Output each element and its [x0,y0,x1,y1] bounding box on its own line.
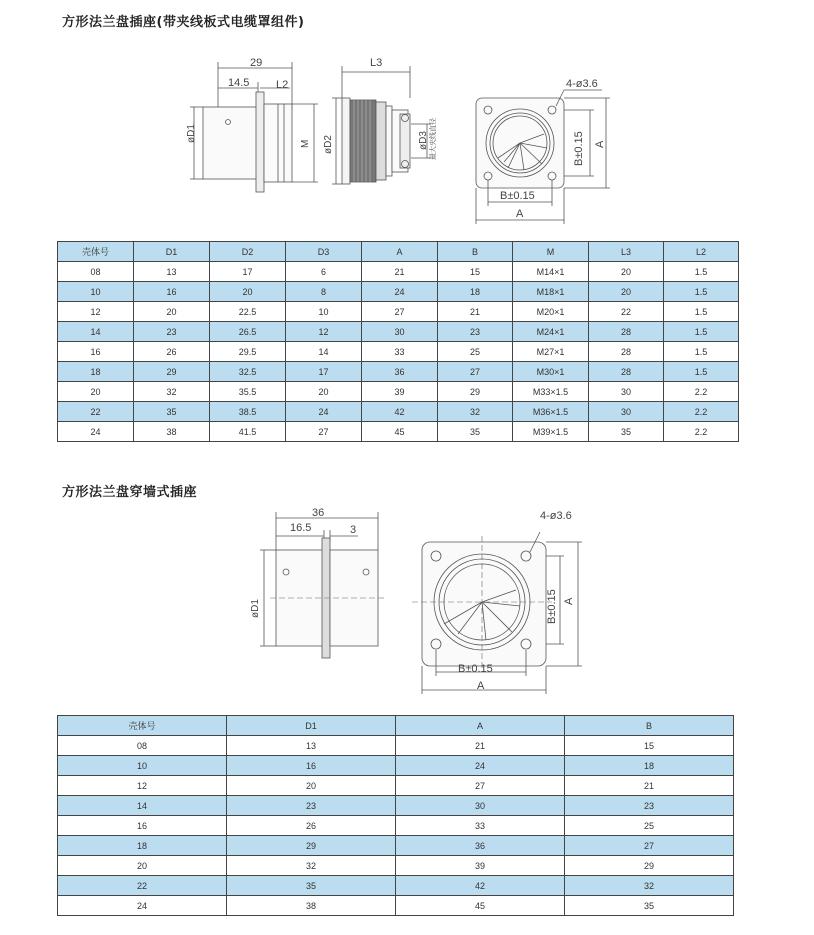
table-cell: 1.5 [664,262,739,282]
column-header: D2 [210,242,286,262]
table-cell: 28 [589,362,664,382]
table-cell: 15 [565,736,734,756]
table-cell: M24×1 [513,322,589,342]
table-cell: 14 [286,342,362,362]
table-cell: 21 [438,302,513,322]
table-header-row [58,716,734,736]
front-view-drawing-1 [468,78,618,228]
dim-36: 36 [312,507,325,519]
table-row [58,422,739,442]
table-row [58,836,734,856]
table-cell: 23 [438,322,513,342]
dim-a-side-2: A [563,597,575,605]
table-row [58,302,739,322]
table-cell: 2.2 [664,422,739,442]
table-cell: M30×1 [513,362,589,382]
column-header: M [513,242,589,262]
table-cell: 20 [58,382,134,402]
table-row [58,896,734,916]
dim-holes-1: 4-ø3.6 [566,78,598,90]
dim-l3: L3 [370,57,383,69]
table-cell: 30 [589,382,664,402]
table-row [58,322,739,342]
table-cell: 21 [362,262,438,282]
table-cell: 42 [362,402,438,422]
table-cell: 16 [58,816,227,836]
dim-holes-2: 4-ø3.6 [540,510,572,522]
table-cell: 32 [227,856,396,876]
section1-title: 方形法兰盘插座(带夹线板式电缆罩组件) [62,15,305,30]
dim-3: 3 [350,524,357,536]
column-header: L3 [589,242,664,262]
dim-b-1: B±0.15 [500,190,535,202]
column-header: D1 [134,242,210,262]
table-cell: M20×1 [513,302,589,322]
table-cell: M36×1.5 [513,402,589,422]
table-cell: 20 [134,302,210,322]
table-cell: M27×1 [513,342,589,362]
table-cell: 24 [362,282,438,302]
dim-d3: øD3 [418,131,429,150]
table-cell: 6 [286,262,362,282]
table-cell: 8 [286,282,362,302]
table-cell: 21 [396,736,565,756]
dim-b-2: B±0.15 [458,663,493,675]
table-cell: 45 [362,422,438,442]
table-cell: 42 [396,876,565,896]
table-cell: 18 [565,756,734,776]
table-cell: 38 [134,422,210,442]
table-cell: 27 [438,362,513,382]
table-cell: 35 [227,876,396,896]
dim-14-5: 14.5 [228,77,250,89]
table-cell: 10 [58,756,227,776]
column-header: D1 [227,716,396,736]
dim-d1-2: øD1 [250,599,261,618]
table-cell: 14 [58,796,227,816]
table-cell: 29.5 [210,342,286,362]
dim-d1: øD1 [186,124,197,143]
table-cell: 1.5 [664,342,739,362]
table-cell: 27 [565,836,734,856]
table-cell: 23 [227,796,396,816]
table-row [58,262,739,282]
table-cell: 39 [396,856,565,876]
table-cell: 20 [589,282,664,302]
dim-b-side-2: B±0.15 [546,589,558,624]
spec-table-2 [57,715,734,916]
table-cell: 24 [58,896,227,916]
table-cell: 20 [589,262,664,282]
table-cell: 20 [210,282,286,302]
table-cell: 27 [286,422,362,442]
table-cell: 35.5 [210,382,286,402]
table-cell: 16 [134,282,210,302]
table-cell: 13 [227,736,396,756]
dim-29: 29 [250,57,263,69]
table-row [58,402,739,422]
table-cell: 22 [58,876,227,896]
table-cell: 30 [362,322,438,342]
table-row [58,816,734,836]
table-cell: 12 [58,302,134,322]
table-cell: 25 [438,342,513,362]
table-cell: 18 [438,282,513,302]
column-header: 壳体号 [58,242,134,262]
table-cell: 33 [396,816,565,836]
clamp-note: 最大夹线直径 [429,118,437,160]
column-header: L2 [664,242,739,262]
table-cell: 16 [58,342,134,362]
spec-table-2-body [58,736,734,916]
column-header: D3 [286,242,362,262]
table-cell: 17 [286,362,362,382]
table-row [58,776,734,796]
table-cell: 33 [362,342,438,362]
table-row [58,382,739,402]
table-cell: 20 [227,776,396,796]
table-cell: 27 [362,302,438,322]
clamp-view-drawing [325,62,445,197]
table-cell: 35 [134,402,210,422]
table-cell: 1.5 [664,362,739,382]
table-row [58,876,734,896]
table-cell: 12 [58,776,227,796]
table-cell: 12 [286,322,362,342]
table-cell: 32.5 [210,362,286,382]
dim-m: M [300,139,311,148]
table-cell: 32 [134,382,210,402]
table-cell: 38.5 [210,402,286,422]
table-row [58,342,739,362]
dim-a-2: A [477,680,485,692]
table-cell: 26 [134,342,210,362]
table-cell: 21 [565,776,734,796]
table-cell: 30 [589,402,664,422]
table-cell: 39 [362,382,438,402]
table-cell: 14 [58,322,134,342]
table-cell: 23 [134,322,210,342]
front-view-drawing-2 [412,522,587,697]
table-header-row [58,242,739,262]
table-cell: 20 [58,856,227,876]
table-cell: 32 [438,402,513,422]
column-header: 壳体号 [58,716,227,736]
table-cell: 18 [58,836,227,856]
table-cell: 10 [58,282,134,302]
table-cell: 29 [227,836,396,856]
table-cell: 28 [589,322,664,342]
table-cell: 29 [565,856,734,876]
dim-d2: øD2 [323,135,334,154]
side-view-drawing-2 [250,510,390,665]
column-header: A [396,716,565,736]
table-cell: 36 [362,362,438,382]
dim-16-5: 16.5 [290,522,312,534]
dim-a-side-1: A [594,140,606,148]
table-cell: 1.5 [664,282,739,302]
table-cell: 29 [438,382,513,402]
table-cell: 22.5 [210,302,286,322]
table-cell: 24 [58,422,134,442]
table-cell: 16 [227,756,396,776]
table-cell: 17 [210,262,286,282]
table-cell: 26.5 [210,322,286,342]
table-cell: 08 [58,262,134,282]
table-cell: 29 [134,362,210,382]
table-row [58,756,734,776]
table-cell: 24 [396,756,565,776]
table-row [58,282,739,302]
table-row [58,362,739,382]
table-cell: 23 [565,796,734,816]
dim-l2: L2 [276,79,289,91]
table-cell: 22 [58,402,134,422]
table-row [58,796,734,816]
dim-b-side-1: B±0.15 [573,131,585,166]
table-cell: 2.2 [664,402,739,422]
table-cell: 35 [565,896,734,916]
side-view-drawing-1 [188,52,328,202]
table-cell: M39×1.5 [513,422,589,442]
table-cell: M18×1 [513,282,589,302]
table-cell: 35 [438,422,513,442]
table-cell: 35 [589,422,664,442]
spec-table-1-body [58,262,739,442]
table-cell: 15 [438,262,513,282]
table-cell: 32 [565,876,734,896]
table-row [58,856,734,876]
table-cell: 20 [286,382,362,402]
table-cell: 18 [58,362,134,382]
table-cell: 26 [227,816,396,836]
table-cell: 13 [134,262,210,282]
table-cell: 45 [396,896,565,916]
column-header: B [565,716,734,736]
table-cell: 25 [565,816,734,836]
table-cell: 2.2 [664,382,739,402]
table-cell: 36 [396,836,565,856]
dim-a-1: A [516,208,524,220]
table-cell: 24 [286,402,362,422]
table-cell: 30 [396,796,565,816]
table-cell: 1.5 [664,302,739,322]
table-cell: 1.5 [664,322,739,342]
table-cell: 22 [589,302,664,322]
table-cell: 08 [58,736,227,756]
table-cell: 10 [286,302,362,322]
table-row [58,736,734,756]
table-cell: M14×1 [513,262,589,282]
table-cell: 27 [396,776,565,796]
column-header: B [438,242,513,262]
section2-title: 方形法兰盘穿墙式插座 [62,485,198,500]
table-cell: M33×1.5 [513,382,589,402]
table-cell: 38 [227,896,396,916]
table-cell: 41.5 [210,422,286,442]
column-header: A [362,242,438,262]
spec-table-1 [57,241,739,442]
table-cell: 28 [589,342,664,362]
